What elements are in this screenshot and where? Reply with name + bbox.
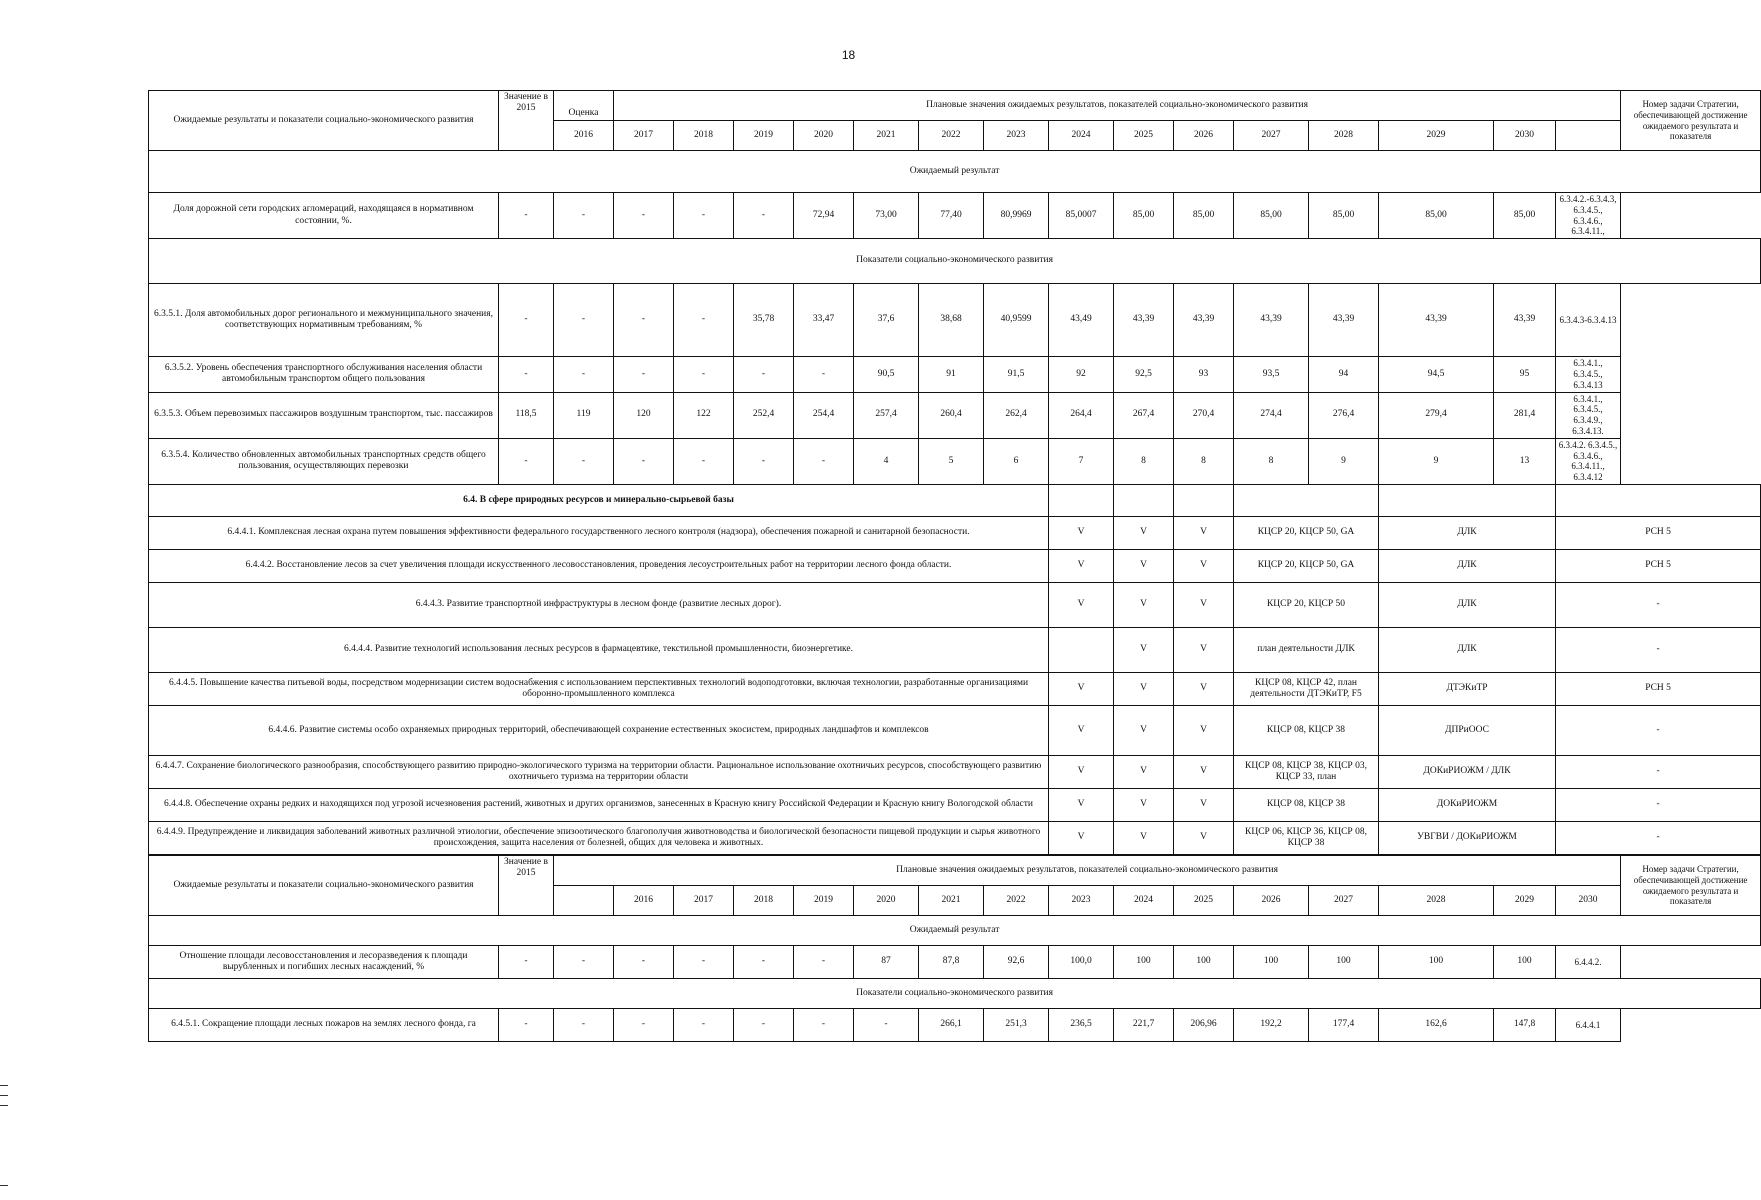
cell: 7 bbox=[1049, 438, 1114, 484]
cell: - bbox=[499, 946, 554, 979]
section-title-row bbox=[149, 979, 1761, 1009]
cell: 85,00 bbox=[1114, 193, 1174, 239]
v-cell: V bbox=[1049, 821, 1114, 854]
cell: - bbox=[499, 1009, 554, 1042]
program-cell: КЦСР 08, КЦСР 38 bbox=[1234, 788, 1379, 821]
year-cell: 2021 bbox=[919, 886, 984, 916]
cell: 77,40 bbox=[919, 193, 984, 239]
cell: 85,00 bbox=[1234, 193, 1309, 239]
table-row bbox=[149, 284, 1761, 357]
cell: - bbox=[499, 284, 554, 357]
task-cell: 6.3.4.1., 6.3.4.5., 6.3.4.13 bbox=[1556, 357, 1621, 392]
measure-row bbox=[149, 755, 1761, 788]
year-cell: 2018 bbox=[734, 886, 794, 916]
program-cell: КЦСР 08, КЦСР 38 bbox=[1234, 705, 1379, 755]
cell: - bbox=[554, 284, 614, 357]
responsible-cell: ДЛК bbox=[1379, 549, 1556, 582]
cell: 92 bbox=[1049, 357, 1114, 392]
v-cell: V bbox=[1114, 516, 1174, 549]
v-cell: V bbox=[1174, 705, 1234, 755]
program-cell: КЦСР 06, КЦСР 36, КЦСР 08, КЦСР 38 bbox=[1234, 821, 1379, 854]
cell: 267,4 bbox=[1114, 392, 1174, 438]
cell bbox=[1114, 484, 1174, 516]
cell: 73,00 bbox=[854, 193, 919, 239]
responsible-cell: ДПРиООС bbox=[1379, 705, 1556, 755]
v-cell: V bbox=[1174, 755, 1234, 788]
responsible-cell: ДОКиРИОЖМ bbox=[1379, 788, 1556, 821]
cell: 100 bbox=[1174, 946, 1234, 979]
responsible-cell: УВГВИ / ДОКиРИОЖМ bbox=[1379, 821, 1556, 854]
v-cell: V bbox=[1114, 582, 1174, 627]
table-row bbox=[149, 193, 1761, 239]
cell: 92,5 bbox=[1114, 357, 1174, 392]
year-cell: 2022 bbox=[919, 121, 984, 151]
cell: 43,39 bbox=[1114, 284, 1174, 357]
year-cell: 2027 bbox=[1234, 121, 1309, 151]
v-cell: V bbox=[1049, 582, 1114, 627]
measure-label: 6.4.4.6. Развитие системы особо охраняемых природных территорий, обеспечивающей сохранение естественных экосистем, природных ландшафтов и комплексов bbox=[149, 705, 1049, 755]
cell: 9 bbox=[1379, 438, 1494, 484]
v-cell: V bbox=[1114, 821, 1174, 854]
cell: 85,0007 bbox=[1049, 193, 1114, 239]
cell: 9 bbox=[1309, 438, 1379, 484]
measure-label: 6.4.4.2. Восстановление лесов за счет увеличения площади искусственного лесовосстановления, проведения лесоустроительных работ на территории лесного фонда области. bbox=[149, 549, 1049, 582]
cell: 276,4 bbox=[1309, 392, 1379, 438]
cell: 94 bbox=[1309, 357, 1379, 392]
year-cell: 2024 bbox=[1049, 121, 1114, 151]
cell: 4 bbox=[854, 438, 919, 484]
header-task: Номер задачи Стратегии, обеспечивающей достижение ожидаемого результата и показателя bbox=[1621, 91, 1761, 151]
year-cell: 2028 bbox=[1309, 121, 1379, 151]
v-cell: V bbox=[1114, 788, 1174, 821]
row-label: 6.3.5.4. Количество обновленных автомобильных транспортных средств общего пользования, осуществляющих перевозки bbox=[149, 438, 499, 484]
v-cell: V bbox=[1049, 549, 1114, 582]
cell: - bbox=[674, 193, 734, 239]
measure-row bbox=[149, 821, 1761, 854]
year-cell: 2018 bbox=[674, 121, 734, 151]
section-title-expected: Ожидаемый результат bbox=[149, 151, 1761, 193]
cell: 221,7 bbox=[1114, 1009, 1174, 1042]
cell: 38,68 bbox=[919, 284, 984, 357]
cell: 281,4 bbox=[1494, 392, 1556, 438]
v-cell: V bbox=[1174, 672, 1234, 705]
year-cell: 2025 bbox=[1114, 121, 1174, 151]
year-cell: 2030 bbox=[1556, 886, 1621, 916]
cell: 43,39 bbox=[1234, 284, 1309, 357]
cell: 5 bbox=[919, 438, 984, 484]
section-title-row bbox=[149, 239, 1761, 284]
header-estimate: Оценка bbox=[554, 91, 614, 121]
v-cell: V bbox=[1049, 705, 1114, 755]
program-cell: план деятельности ДЛК bbox=[1234, 627, 1379, 672]
cell: 6 bbox=[984, 438, 1049, 484]
cell: 90,5 bbox=[854, 357, 919, 392]
task-cell: 6.4.4.2. bbox=[1556, 946, 1621, 979]
cell bbox=[1379, 484, 1556, 516]
table-row bbox=[149, 946, 1761, 979]
measure-row bbox=[149, 516, 1761, 549]
measure-row bbox=[149, 788, 1761, 821]
program-cell: КЦСР 20, КЦСР 50, GA bbox=[1234, 549, 1379, 582]
task-cell: 6.3.4.2.-6.3.4.3, 6.3.4.5., 6.3.4.6., 6.3.4.11., bbox=[1556, 193, 1621, 239]
responsible-cell: ДЛК bbox=[1379, 582, 1556, 627]
year-cell: 2023 bbox=[1049, 886, 1114, 916]
cell: 8 bbox=[1234, 438, 1309, 484]
cell: 43,39 bbox=[1379, 284, 1494, 357]
responsible-cell: ДТЭКиТР bbox=[1379, 672, 1556, 705]
cell: 93 bbox=[1174, 357, 1234, 392]
cell: 122 bbox=[674, 392, 734, 438]
cell: - bbox=[794, 438, 854, 484]
cell: 92,6 bbox=[984, 946, 1049, 979]
year-cell: 2020 bbox=[794, 121, 854, 151]
cell: 177,4 bbox=[1309, 1009, 1379, 1042]
cell: - bbox=[734, 1009, 794, 1042]
cell: 118,5 bbox=[499, 392, 554, 438]
resource-cell: - bbox=[1556, 705, 1761, 755]
row-label: 6.3.5.2. Уровень обеспечения транспортного обслуживания населения области автомобильным транспортом общего пользования bbox=[149, 357, 499, 392]
cell: 100 bbox=[1494, 946, 1556, 979]
program-cell: КЦСР 20, КЦСР 50, GA bbox=[1234, 516, 1379, 549]
program-cell: КЦСР 20, КЦСР 50 bbox=[1234, 582, 1379, 627]
cell: 94,5 bbox=[1379, 357, 1494, 392]
year-cell: 2022 bbox=[984, 886, 1049, 916]
header-indicator: Ожидаемые результаты и показатели социально-экономического развития bbox=[149, 91, 499, 151]
row-label: Отношение площади лесовосстановления и лесоразведения к площади вырубленных и погибших лесных насаждений, % bbox=[149, 946, 499, 979]
row-label: 6.4.5.1. Сокращение площади лесных пожаров на землях лесного фонда, га bbox=[149, 1009, 499, 1042]
cell bbox=[1049, 484, 1114, 516]
v-cell: V bbox=[1174, 627, 1234, 672]
cell: - bbox=[674, 284, 734, 357]
cell: - bbox=[614, 1009, 674, 1042]
table-row bbox=[149, 392, 1761, 438]
cell: 254,4 bbox=[794, 392, 854, 438]
cell: - bbox=[614, 357, 674, 392]
section-title-indicators: Показатели социально-экономического развития bbox=[149, 239, 1761, 284]
cell: - bbox=[674, 946, 734, 979]
cell: - bbox=[854, 1009, 919, 1042]
cell: 252,4 bbox=[734, 392, 794, 438]
program-cell: КЦСР 08, КЦСР 42, план деятельности ДТЭКиТР, F5 bbox=[1234, 672, 1379, 705]
v-cell: V bbox=[1114, 755, 1174, 788]
task-cell: 6.4.4.1 bbox=[1556, 1009, 1621, 1042]
cell: 257,4 bbox=[854, 392, 919, 438]
year-cell: 2024 bbox=[1114, 886, 1174, 916]
cell: 100 bbox=[1379, 946, 1494, 979]
measure-label: 6.4.4.8. Обеспечение охраны редких и находящихся под угрозой исчезновения растений, животных и других организмов, занесенных в Красную книгу Российской Федерации и Красную книгу Вологодской области bbox=[149, 788, 1049, 821]
cell: - bbox=[554, 193, 614, 239]
margin-mark bbox=[0, 1085, 8, 1086]
cell bbox=[1234, 484, 1379, 516]
measure-label: 6.4.4.5. Повышение качества питьевой воды, посредством модернизации систем водоснабжения с использованием перспективных технологий водоподготовки, включая технологии, разработанные организациями оборонно-промышленного комплекса bbox=[149, 672, 1049, 705]
section-title-row bbox=[149, 151, 1761, 193]
resource-cell: - bbox=[1556, 582, 1761, 627]
cell: 147,8 bbox=[1494, 1009, 1556, 1042]
measure-label: 6.4.4.7. Сохранение биологического разнообразия, способствующего развитию природно-экологического туризма на территории области. Рациональное использование охотничьих ресурсов, способствующего развитию охотничьего туризма на территории области bbox=[149, 755, 1049, 788]
resource-cell: - bbox=[1556, 755, 1761, 788]
year-cell: 2017 bbox=[614, 121, 674, 151]
measure-label: 6.4.4.4. Развитие технологий использования лесных ресурсов в фармацевтике, текстильной промышленности, биоэнергетике. bbox=[149, 627, 1049, 672]
year-cell: 2020 bbox=[854, 886, 919, 916]
measure-label: 6.4.4.3. Развитие транспортной инфраструктуры в лесном фонде (развитие лесных дорог). bbox=[149, 582, 1049, 627]
cell: - bbox=[554, 1009, 614, 1042]
cell: 87 bbox=[854, 946, 919, 979]
resource-cell: РСН 5 bbox=[1556, 672, 1761, 705]
cell: - bbox=[554, 438, 614, 484]
header-row bbox=[149, 91, 1761, 121]
row-label: 6.3.5.3. Объем перевозимых пассажиров воздушным транспортом, тыс. пассажиров bbox=[149, 392, 499, 438]
cell: 33,47 bbox=[794, 284, 854, 357]
cell: - bbox=[614, 438, 674, 484]
v-cell: V bbox=[1174, 821, 1234, 854]
table-row bbox=[149, 1009, 1761, 1042]
v-cell: V bbox=[1114, 627, 1174, 672]
cell: - bbox=[554, 357, 614, 392]
year-cell: 2016 bbox=[554, 121, 614, 151]
v-cell: V bbox=[1049, 755, 1114, 788]
cell: 87,8 bbox=[919, 946, 984, 979]
cell bbox=[1556, 484, 1761, 516]
resource-cell: - bbox=[1556, 788, 1761, 821]
cell: 8 bbox=[1114, 438, 1174, 484]
year-cell: 2029 bbox=[1379, 121, 1494, 151]
cell: 95 bbox=[1494, 357, 1556, 392]
v-cell: V bbox=[1114, 672, 1174, 705]
margin-mark bbox=[0, 1185, 8, 1186]
cell: 43,49 bbox=[1049, 284, 1114, 357]
cell: 8 bbox=[1174, 438, 1234, 484]
header-task: Номер задачи Стратегии, обеспечивающей достижение ожидаемого результата и показателя bbox=[1621, 856, 1761, 916]
measure-row bbox=[149, 672, 1761, 705]
cell: 270,4 bbox=[1174, 392, 1234, 438]
v-cell: V bbox=[1049, 516, 1114, 549]
cell: 80,9969 bbox=[984, 193, 1049, 239]
cell: 43,39 bbox=[1309, 284, 1379, 357]
cell: - bbox=[794, 946, 854, 979]
cell: 262,4 bbox=[984, 392, 1049, 438]
cell: 93,5 bbox=[1234, 357, 1309, 392]
cell: 100 bbox=[1234, 946, 1309, 979]
year-cell: 2021 bbox=[854, 121, 919, 151]
year-cell: 2016 bbox=[614, 886, 674, 916]
cell: 120 bbox=[614, 392, 674, 438]
cell: - bbox=[554, 946, 614, 979]
cell: - bbox=[499, 193, 554, 239]
v-cell: V bbox=[1174, 549, 1234, 582]
header-value-2015: Значение в 2015 bbox=[499, 91, 554, 151]
header-indicator: Ожидаемые результаты и показатели социально-экономического развития bbox=[149, 856, 499, 916]
cell: - bbox=[674, 1009, 734, 1042]
cell: 100 bbox=[1309, 946, 1379, 979]
header-plan: Плановые значения ожидаемых результатов, показателей социально-экономического развития bbox=[614, 91, 1621, 121]
cell: 236,5 bbox=[1049, 1009, 1114, 1042]
cell: 100 bbox=[1114, 946, 1174, 979]
cell: 85,00 bbox=[1174, 193, 1234, 239]
margin-mark bbox=[0, 1105, 8, 1106]
year-cell: 2019 bbox=[734, 121, 794, 151]
year-cell: 2029 bbox=[1494, 886, 1556, 916]
cell: 206,96 bbox=[1174, 1009, 1234, 1042]
header-plan: Плановые значения ожидаемых результатов, показателей социально-экономического развития bbox=[554, 856, 1621, 886]
cell: 264,4 bbox=[1049, 392, 1114, 438]
v-cell: V bbox=[1174, 516, 1234, 549]
cell: - bbox=[734, 193, 794, 239]
resource-cell: - bbox=[1556, 627, 1761, 672]
cell: 85,00 bbox=[1309, 193, 1379, 239]
v-cell bbox=[1049, 627, 1114, 672]
section-title-row bbox=[149, 916, 1761, 946]
measure-label: 6.4.4.9. Предупреждение и ликвидация заболеваний животных различной этиологии, обеспечение эпизоотического благополучия животноводства и биологической безопасности пищевой продукции и сырья животного происхождения, защита населения от болезней, общих для человека и животных. bbox=[149, 821, 1049, 854]
resource-cell: РСН 5 bbox=[1556, 549, 1761, 582]
margin-mark bbox=[0, 1095, 8, 1096]
measure-row bbox=[149, 705, 1761, 755]
cell: 192,2 bbox=[1234, 1009, 1309, 1042]
cell: 43,39 bbox=[1174, 284, 1234, 357]
cell: - bbox=[499, 438, 554, 484]
cell: 85,00 bbox=[1379, 193, 1494, 239]
cell: - bbox=[614, 946, 674, 979]
year-cell: 2028 bbox=[1379, 886, 1494, 916]
year-cell: 2026 bbox=[1234, 886, 1309, 916]
row-label: 6.3.5.1. Доля автомобильных дорог регионального и межмуниципального значения, соответствующих нормативным требованиям, % bbox=[149, 284, 499, 357]
v-cell: V bbox=[1174, 788, 1234, 821]
cell: 35,78 bbox=[734, 284, 794, 357]
year-cell: 2027 bbox=[1309, 886, 1379, 916]
year-cell: 2025 bbox=[1174, 886, 1234, 916]
section-6-4-title: 6.4. В сфере природных ресурсов и минерально-сырьевой базы bbox=[149, 484, 1049, 516]
v-cell: V bbox=[1114, 705, 1174, 755]
section-title-expected: Ожидаемый результат bbox=[149, 916, 1761, 946]
cell: 37,6 bbox=[854, 284, 919, 357]
v-cell: V bbox=[1114, 549, 1174, 582]
measure-label: 6.4.4.1. Комплексная лесная охрана путем повышения эффективности федерального государственного лесного контроля (надзора), обеспечения пожарной и санитарной безопасности. bbox=[149, 516, 1049, 549]
cell: - bbox=[499, 357, 554, 392]
row-label: Доля дорожной сети городских агломераций, находящаяся в нормативном состоянии, %. bbox=[149, 193, 499, 239]
program-cell: КЦСР 08, КЦСР 38, КЦСР 03, КЦСР 33, план bbox=[1234, 755, 1379, 788]
year-cell: 2023 bbox=[984, 121, 1049, 151]
year-cell: 2017 bbox=[674, 886, 734, 916]
responsible-cell: ДОКиРИОЖМ / ДЛК bbox=[1379, 755, 1556, 788]
table-row bbox=[149, 438, 1761, 484]
v-cell: V bbox=[1049, 672, 1114, 705]
cell: 162,6 bbox=[1379, 1009, 1494, 1042]
year-cell bbox=[554, 886, 614, 916]
cell: - bbox=[734, 357, 794, 392]
task-cell: 6.3.4.3-6.3.4.13 bbox=[1556, 284, 1621, 357]
cell: - bbox=[794, 1009, 854, 1042]
cell: 72,94 bbox=[794, 193, 854, 239]
cell: - bbox=[614, 284, 674, 357]
section-title-indicators: Показатели социально-экономического развития bbox=[149, 979, 1761, 1009]
cell: 43,39 bbox=[1494, 284, 1556, 357]
task-cell: 6.3.4.1., 6.3.4.5., 6.3.4.9., 6.3.4.13. bbox=[1556, 392, 1621, 438]
cell: 100,0 bbox=[1049, 946, 1114, 979]
cell bbox=[1174, 484, 1234, 516]
header-value-2015: Значение в 2015 bbox=[499, 856, 554, 916]
section-6-4-row bbox=[149, 484, 1761, 516]
cell: 85,00 bbox=[1494, 193, 1556, 239]
strategy-table-top bbox=[148, 90, 1761, 855]
cell: - bbox=[614, 193, 674, 239]
resource-cell: - bbox=[1556, 821, 1761, 854]
cell: 91 bbox=[919, 357, 984, 392]
v-cell: V bbox=[1174, 582, 1234, 627]
cell: 119 bbox=[554, 392, 614, 438]
resource-cell: РСН 5 bbox=[1556, 516, 1761, 549]
cell: 279,4 bbox=[1379, 392, 1494, 438]
cell: - bbox=[674, 357, 734, 392]
table-row bbox=[149, 357, 1761, 392]
cell: 13 bbox=[1494, 438, 1556, 484]
cell: - bbox=[674, 438, 734, 484]
cell: - bbox=[734, 946, 794, 979]
year-cell: 2026 bbox=[1174, 121, 1234, 151]
year-cell: 2019 bbox=[794, 886, 854, 916]
page-number: 18 bbox=[841, 48, 856, 62]
year-cell: 2030 bbox=[1494, 121, 1556, 151]
v-cell: V bbox=[1049, 788, 1114, 821]
strategy-table-bottom bbox=[148, 855, 1761, 1042]
measure-row bbox=[149, 549, 1761, 582]
responsible-cell: ДЛК bbox=[1379, 627, 1556, 672]
measure-row bbox=[149, 582, 1761, 627]
responsible-cell: ДЛК bbox=[1379, 516, 1556, 549]
task-cell: 6.3.4.2. 6.3.4.5., 6.3.4.6., 6.3.4.11., 6.3.4.12 bbox=[1556, 438, 1621, 484]
header-row bbox=[149, 856, 1761, 886]
cell: 266,1 bbox=[919, 1009, 984, 1042]
cell: - bbox=[734, 438, 794, 484]
cell: 260,4 bbox=[919, 392, 984, 438]
cell: 91,5 bbox=[984, 357, 1049, 392]
measure-row bbox=[149, 627, 1761, 672]
cell: 274,4 bbox=[1234, 392, 1309, 438]
cell: - bbox=[794, 357, 854, 392]
cell: 251,3 bbox=[984, 1009, 1049, 1042]
cell: 40,9599 bbox=[984, 284, 1049, 357]
